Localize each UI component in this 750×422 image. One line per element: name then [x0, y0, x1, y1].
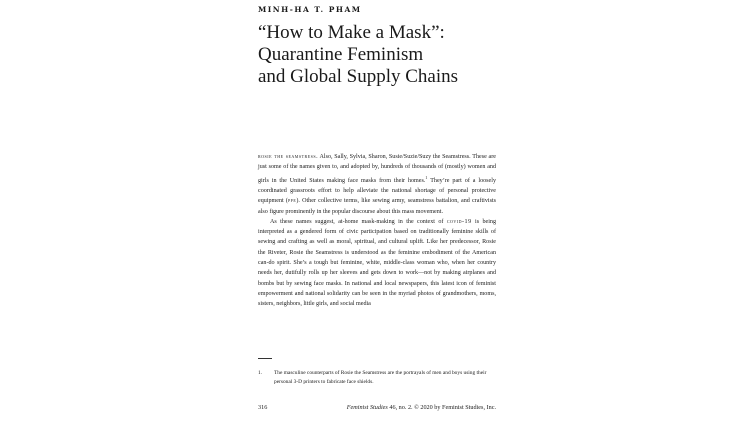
title-line-3: and Global Supply Chains: [258, 66, 459, 87]
page-number: 316: [258, 404, 268, 411]
paragraph-1-text-3: ). Other collective terms, like sewing army, seamstress battalion, and craftivists also figure prominently in the popular discourse about this mass movement.: [258, 198, 497, 215]
author-name: MINH-HA T. PHAM: [258, 5, 362, 14]
journal-name: Feminist Studies: [346, 404, 388, 411]
paragraph-2-text-2: is being interpreted as a gendered form of civic participation based on traditionally feminine skills of sewing and crafting as well as moral, spiritual, and cultural uplift. Like her predecessor, Rosie the Riveter, Rosie the Seamstress is understood as the feminine embodiment of the American can-do spirit. She’s a tough but feminine, white, middle-class woman who, when her country needs her, dutifully rolls up her sleeves and gets down to work—not by making airplanes and bombs but by sewing face masks. In national and local newspapers, this latest icon of feminist empowerment and national solidarity can be seen in the myriad photos of grandmothers, moms, sisters, neighbors, little girls, and social media: [258, 218, 496, 308]
lead-in: rosie the seamstress.: [258, 154, 319, 160]
paragraph-1: [258, 152, 496, 217]
footnote-text: The masculine counterparts of Rosie the Seamstress are the portrayals of men and boys using their personal 3-D printers to fabricate face shields.: [274, 370, 487, 385]
paragraph-2: [258, 217, 496, 310]
paragraph-1-text-2: They’re part of a loosely coordinated grassroots effort to help alleviate the national shortage of personal protective equipment (: [258, 177, 497, 205]
journal-citation: [347, 404, 496, 411]
ppe-abbrev: ppe: [287, 198, 297, 205]
citation-text: 46, no. 2. © 2020 by Feminist Studies, Inc.: [387, 404, 496, 411]
footnote-divider: [258, 358, 272, 359]
paragraph-1-text: Also, Sally, Sylvia, Sharon, Susie/Suzie/Suzy the Seamstress. These are just some of the names given to, and adopted by, hundreds of thousands of (mostly) women and girls in the United States making face masks from their homes.: [258, 154, 496, 184]
footnote-number: 1.: [258, 370, 263, 376]
footnote-ref[interactable]: 1: [425, 174, 428, 180]
title-line-2: Quarantine Feminism: [258, 44, 424, 65]
article-body: [258, 152, 496, 309]
title-line-1: “How to Make a Mask”:: [258, 22, 445, 43]
paragraph-2-text-1: As these names suggest, at-home mask-making in the context of: [270, 218, 447, 225]
covid-abbrev: covid-19: [446, 218, 472, 225]
article-title: [258, 22, 558, 88]
footnote: [258, 369, 496, 386]
